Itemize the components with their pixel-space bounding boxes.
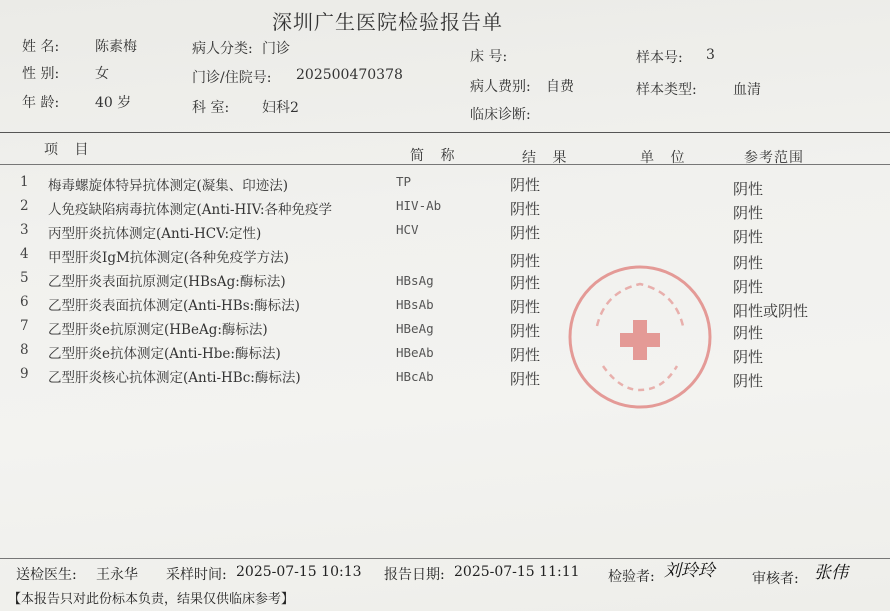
dept-label: 科 室: (192, 100, 230, 116)
row-item: 乙型肝炎e抗体测定(Anti-Hbe:酶标法) (48, 346, 281, 362)
row-ref: 阳性或阴性 (733, 302, 809, 320)
row-result: 阴性 (510, 274, 541, 292)
row-result: 阴性 (510, 346, 541, 364)
patient-age: 40 岁 (95, 95, 132, 111)
row-number: 2 (20, 198, 29, 214)
age-label: 年 龄: (22, 95, 60, 111)
tester-signature: 刘玲玲 (664, 561, 715, 581)
sample-time-label: 采样时间: (166, 567, 227, 583)
col-header-unit: 单 位 (640, 150, 691, 166)
table-row (0, 294, 890, 320)
row-result: 阴性 (510, 370, 541, 388)
row-number: 8 (20, 342, 29, 358)
report-date-label: 报告日期: (384, 567, 445, 583)
table-row (0, 270, 890, 296)
report-title: 深圳广生医院检验报告单 (272, 10, 503, 34)
table-top-rule (0, 132, 890, 133)
sample-number: 3 (706, 47, 715, 63)
col-header-result: 结 果 (522, 150, 573, 166)
table-row (0, 246, 890, 272)
row-abbr: TP (396, 174, 412, 189)
sample-type-label: 样本类型: (636, 82, 697, 98)
col-header-item: 项 目 (44, 142, 95, 158)
row-item: 丙型肝炎抗体测定(Anti-HCV:定性) (48, 226, 262, 242)
row-number: 5 (20, 270, 29, 286)
table-row (0, 198, 890, 220)
row-abbr: HBeAg (396, 321, 434, 336)
table-row (0, 318, 890, 340)
sex-label: 性 别: (22, 66, 60, 82)
row-ref: 阴性 (733, 254, 764, 272)
diagnosis-label: 临床诊断: (470, 107, 531, 123)
row-abbr: HBcAb (396, 369, 434, 384)
patient-dept: 妇科2 (262, 100, 299, 116)
row-number: 6 (20, 294, 29, 310)
name-label: 姓 名: (22, 39, 60, 55)
row-item: 乙型肝炎表面抗原测定(HBsAg:酶标法) (48, 274, 286, 290)
sample-time: 2025-07-15 10:13 (236, 564, 362, 580)
row-ref: 阴性 (733, 204, 764, 222)
row-abbr: HBeAb (396, 345, 434, 360)
row-item: 梅毒螺旋体特异抗体测定(凝集、印迹法) (48, 178, 289, 194)
row-number: 7 (20, 318, 29, 334)
doctor-name: 王永华 (96, 567, 138, 583)
row-abbr: HBsAg (396, 273, 434, 288)
patient-category: 门诊 (262, 41, 290, 57)
row-result: 阴性 (510, 298, 541, 316)
row-number: 1 (20, 174, 29, 190)
col-header-ref: 参考范围 (744, 150, 804, 166)
patient-name: 陈素梅 (95, 39, 137, 55)
row-number: 3 (20, 222, 29, 238)
visit-number: 202500470378 (296, 67, 403, 83)
sample-type: 血清 (733, 82, 761, 98)
row-result: 阴性 (510, 200, 541, 218)
reviewer-label: 审核者: (752, 571, 799, 587)
row-ref: 阴性 (733, 372, 764, 390)
table-row (0, 222, 890, 244)
fee-label: 病人费别: (470, 79, 531, 95)
row-abbr: HBsAb (396, 297, 434, 312)
row-ref: 阴性 (733, 180, 764, 198)
hospital-seal-icon (565, 262, 715, 412)
doctor-label: 送检医生: (16, 567, 77, 583)
tester-label: 检验者: (608, 569, 655, 585)
row-item: 人免疫缺陷病毒抗体测定(Anti-HIV:各种免疫学 (48, 202, 333, 218)
row-result: 阴性 (510, 322, 541, 340)
patient-sex: 女 (95, 66, 109, 82)
row-item: 乙型肝炎e抗原测定(HBeAg:酶标法) (48, 322, 268, 338)
row-number: 9 (20, 366, 29, 382)
table-row (0, 342, 890, 364)
row-result: 阴性 (510, 224, 541, 242)
row-item: 乙型肝炎表面抗体测定(Anti-HBs:酶标法) (48, 298, 300, 314)
row-result: 阴性 (510, 176, 541, 194)
row-ref: 阴性 (733, 278, 764, 296)
sample-no-label: 样本号: (636, 50, 683, 66)
col-header-abbr: 简 称 (410, 148, 461, 164)
row-result: 阴性 (510, 252, 541, 270)
bed-label: 床 号: (470, 49, 508, 65)
disclaimer: 【本报告只对此份标本负责，结果仅供临床参考】 (8, 592, 295, 607)
row-number: 4 (20, 246, 29, 262)
row-item: 甲型肝炎IgM抗体测定(各种免疫学方法) (48, 250, 289, 266)
table-row (0, 366, 890, 388)
footer-rule (0, 558, 890, 559)
row-ref: 阴性 (733, 348, 764, 366)
report-date: 2025-07-15 11:11 (454, 564, 580, 580)
row-ref: 阴性 (733, 228, 764, 246)
row-abbr: HCV (396, 222, 419, 237)
table-row (0, 174, 890, 196)
row-abbr: HIV-Ab (396, 198, 442, 213)
category-label: 病人分类: (192, 41, 253, 57)
row-item: 乙型肝炎核心抗体测定(Anti-HBc:酶标法) (48, 370, 301, 386)
fee-type: 自费 (546, 79, 574, 95)
reviewer-signature: 张伟 (814, 563, 848, 583)
visit-no-label: 门诊/住院号: (192, 70, 272, 86)
row-ref: 阴性 (733, 324, 764, 342)
